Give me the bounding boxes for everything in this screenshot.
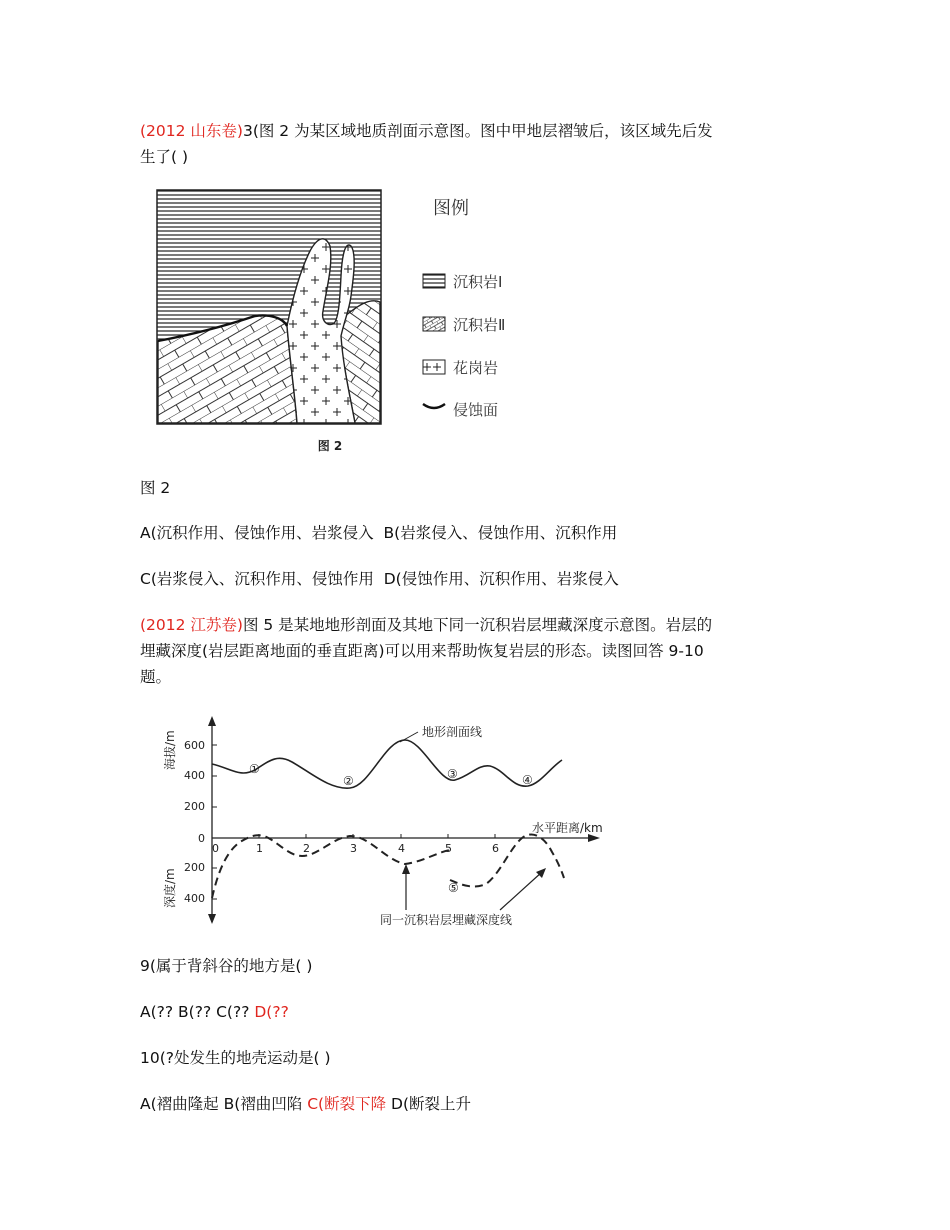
q10-option-d: D(断裂上升: [391, 1095, 471, 1113]
layer-depth-line-right: [450, 834, 564, 886]
q9-intro-line2: 埋藏深度(岩层距离地面的垂直距离)可以用来帮助恢复岩层的形态。读图回答 9-10: [140, 642, 704, 660]
q9-options: [140, 999, 820, 1025]
layer-label-arrow-2: [500, 872, 542, 910]
site-label-2: ②: [343, 774, 354, 788]
y-upper-axis-label: 海拔/m: [163, 730, 177, 770]
terrain-profile-label: 地形剖面线: [422, 725, 483, 739]
q10-stem: 10(?处发生的地壳运动是( ): [140, 1049, 331, 1067]
q3-option-c: C(岩浆侵入、沉积作用、侵蚀作用: [140, 570, 374, 588]
site-label-4: ④: [522, 773, 533, 787]
legend-title: 图例: [433, 198, 469, 219]
x-tick-5: 5: [445, 842, 452, 855]
y-tick-200: 200: [184, 800, 205, 813]
y-lower-axis-label: 深度/m: [163, 868, 177, 908]
q9-intro-line3: 题。: [140, 668, 172, 686]
q9-answer: D(??: [254, 1003, 289, 1021]
q3-stem-line2: 生了( ): [140, 148, 189, 166]
legend-label-granite: 花岗岩: [453, 359, 499, 377]
y-tick-0: 0: [198, 832, 205, 845]
x-tick-1: 1: [256, 842, 263, 855]
q9-source: (2012 江苏卷): [140, 616, 243, 634]
x-tick-6: 6: [492, 842, 499, 855]
layer-label-arrowhead-1: [402, 864, 410, 874]
legend-swatch-sedimentary-2: [423, 317, 445, 331]
q3-option-d: D(侵蚀作用、沉积作用、岩浆侵入: [383, 570, 619, 588]
q10-answer: C(断裂下降: [307, 1095, 387, 1113]
site-label-1: ①: [249, 762, 260, 776]
terrain-profile-line: [212, 740, 562, 788]
q9-stem: 9(属于背斜谷的地方是( ): [140, 957, 313, 975]
x-tick-0: 0: [212, 842, 219, 855]
legend-label-sedimentary-2: 沉积岩Ⅱ: [453, 316, 506, 334]
terrain-profile-figure: [160, 712, 610, 930]
q9-intro-line1: [140, 612, 820, 638]
q10-options: [140, 1091, 820, 1117]
q10-options-ab: A(褶曲隆起 B(褶曲凹陷: [140, 1095, 303, 1113]
figure-2-caption: 图 2: [140, 479, 171, 497]
q3-stem-line1: [140, 118, 820, 144]
q3-stem-text: 3(图 2 为某区域地质剖面示意图。图中甲地层褶皱后，该区域先后发: [242, 122, 713, 140]
x-tick-2: 2: [303, 842, 310, 855]
x-axis-label: 水平距离/km: [532, 821, 603, 835]
legend-swatch-sedimentary-1: [423, 274, 445, 288]
q9-options-abc: A(?? B(?? C(??: [140, 1003, 250, 1021]
q3-source: (2012 山东卷): [140, 122, 243, 140]
y-tick-depth-400: 400: [184, 892, 205, 905]
figure-caption-partial: 图 2: [317, 439, 343, 453]
y-ticks: [212, 745, 217, 899]
geologic-section-figure: [155, 186, 525, 454]
x-tick-4: 4: [398, 842, 405, 855]
q3-option-a: A(沉积作用、侵蚀作用、岩浆侵入: [140, 524, 374, 542]
y-tick-600: 600: [184, 739, 205, 752]
x-axis-arrow: [588, 834, 600, 842]
q3-options-ab: [140, 520, 820, 546]
y-axis-arrow-up: [208, 716, 216, 726]
x-tick-3: 3: [350, 842, 357, 855]
layer-depth-line-left: [212, 835, 450, 898]
y-tick-depth-200: 200: [184, 861, 205, 874]
site-label-3: ③: [447, 767, 458, 781]
legend-label-erosion: 侵蚀面: [453, 401, 499, 419]
layer-depth-label: 同一沉积岩层埋藏深度线: [380, 913, 513, 927]
y-tick-400: 400: [184, 769, 205, 782]
legend-label-sedimentary-1: 沉积岩Ⅰ: [453, 273, 503, 291]
q9-intro-text1: 图 5 是某地地形剖面及其地下同一沉积岩层埋藏深度示意图。岩层的: [242, 616, 713, 634]
legend-swatch-erosion: [423, 404, 445, 408]
q3-option-b: B(岩浆侵入、侵蚀作用、沉积作用: [383, 524, 618, 542]
y-axis-arrow-down: [208, 914, 216, 924]
q3-options-cd: [140, 566, 820, 592]
site-label-5: ⑤: [448, 881, 459, 895]
